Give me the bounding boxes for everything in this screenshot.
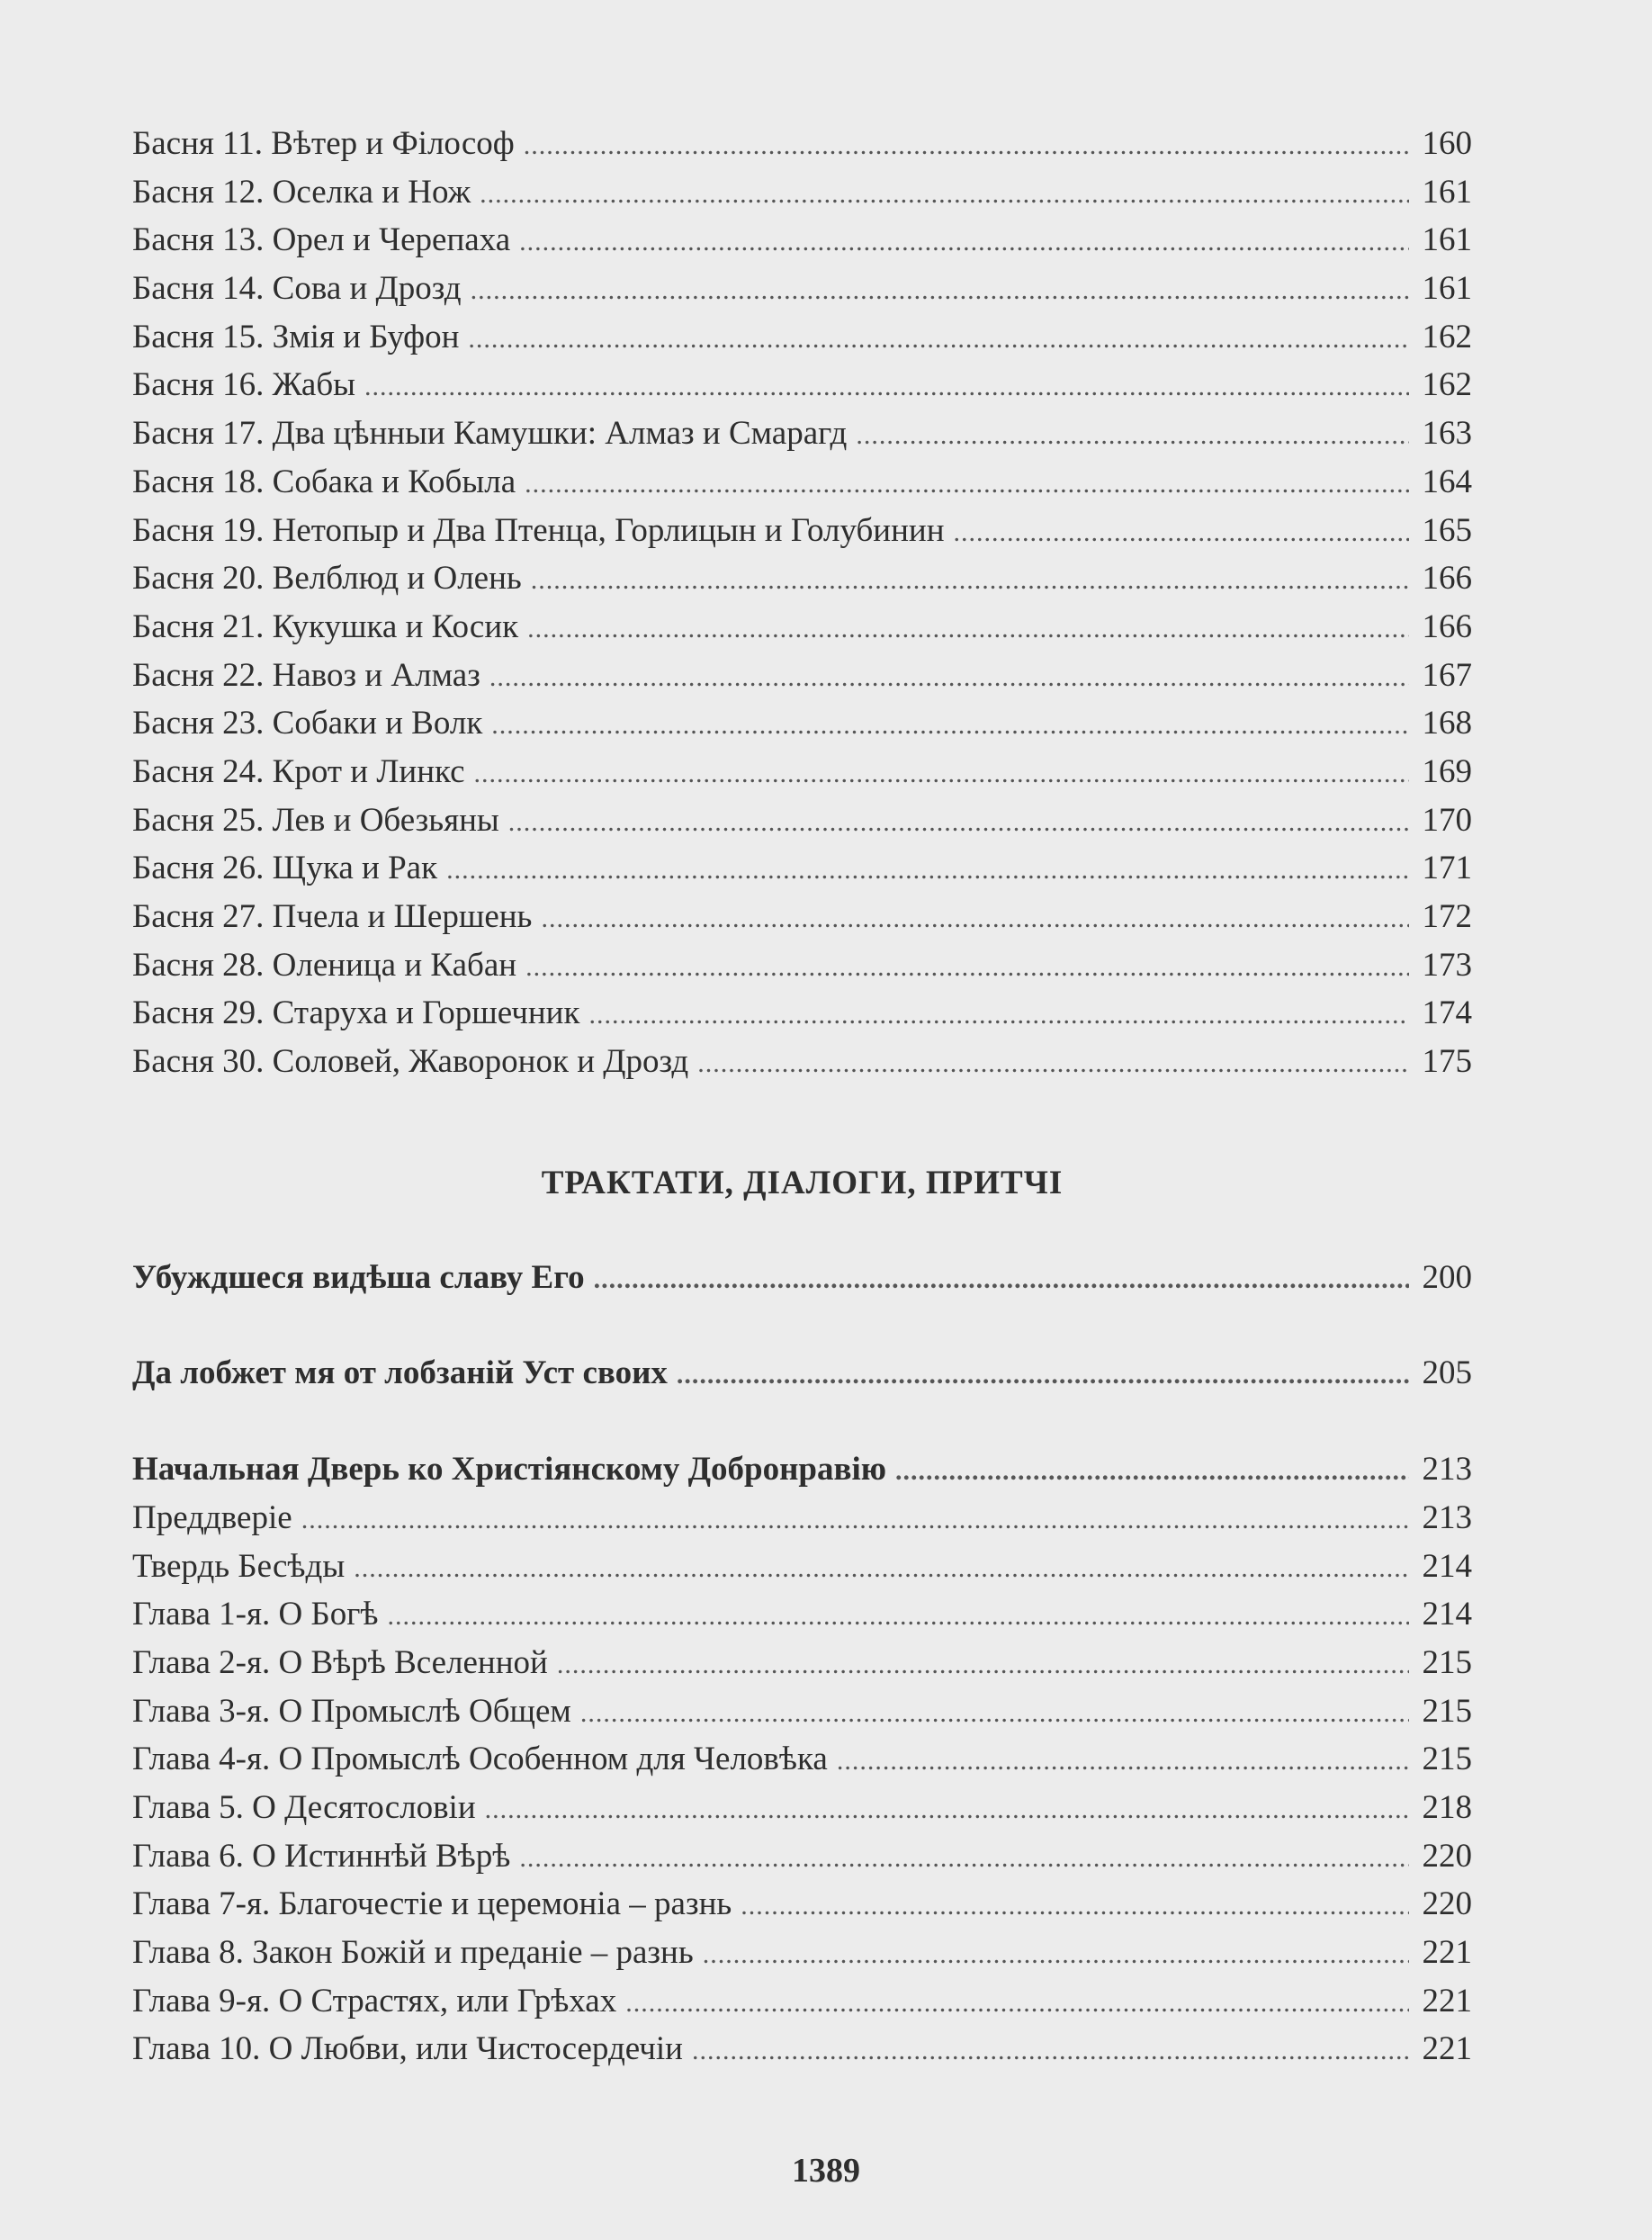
toc-entry-page: 175	[1422, 1043, 1472, 1081]
toc-entry-title: Преддверіе	[132, 1498, 292, 1536]
toc-entry-treatise	[132, 1445, 1472, 1494]
dot-leader	[625, 1979, 1409, 2028]
toc-entry-page: 162	[1422, 366, 1472, 404]
toc-entry-page: 164	[1422, 463, 1472, 500]
toc-entry	[132, 409, 1472, 458]
dot-leader	[468, 315, 1409, 364]
dot-leader	[519, 218, 1409, 266]
toc-entry-title: Басня 26. Щука и Рак	[132, 850, 438, 887]
toc-entry-page: 166	[1422, 560, 1472, 598]
toc-entry	[132, 216, 1472, 265]
dot-leader	[387, 1592, 1409, 1641]
toc-entry-title: Басня 20. Велблюд и Олень	[132, 560, 522, 598]
dot-leader	[491, 701, 1409, 750]
toc-entry-title: Глава 7-я. Благочестіе и церемоніа – разнь	[132, 1885, 732, 1923]
toc-entry-page: 213	[1422, 1498, 1472, 1536]
toc-entry-title: Басня 11. Вѣтер и Філософ	[132, 125, 515, 162]
toc-entry-page: 173	[1422, 946, 1472, 984]
dot-leader	[519, 1834, 1409, 1883]
toc-entry-title: Басня 17. Два цѣнныи Камушки: Алмаз и Смарагд	[132, 415, 848, 453]
dot-leader	[703, 1930, 1409, 1979]
toc-entry-treatise	[132, 1254, 1472, 1302]
toc-entry	[132, 1735, 1472, 1784]
toc-entry-title: Глава 1-я. О Богѣ	[132, 1596, 379, 1633]
toc-entry-page: 162	[1422, 318, 1472, 355]
dot-leader	[508, 798, 1409, 847]
toc-entry-page: 215	[1422, 1692, 1472, 1730]
dot-leader	[364, 363, 1409, 411]
dot-leader	[895, 1447, 1409, 1496]
toc-entry-title: Глава 10. О Любви, или Чистосердечіи	[132, 2030, 683, 2068]
dot-leader	[471, 266, 1409, 315]
toc-entry-title: Глава 4-я. О Промыслѣ Особенном для Человѣка	[132, 1741, 828, 1778]
toc-entry-page: 169	[1422, 752, 1472, 790]
toc-entry-title: Басня 14. Сова и Дрозд	[132, 270, 462, 308]
toc-entry-title: Начальная Дверь ко Христіянскому Добронравію	[132, 1451, 887, 1489]
toc-entry-treatise	[132, 1349, 1472, 1398]
toc-entry	[132, 796, 1472, 845]
toc-entry-title: Басня 28. Оленица и Кабан	[132, 946, 517, 984]
dot-leader	[541, 895, 1409, 943]
toc-entry-page: 160	[1422, 125, 1472, 162]
dot-leader	[354, 1544, 1409, 1593]
toc-entry-title: Глава 6. О Истиннѣй Вѣрѣ	[132, 1837, 511, 1875]
toc-entry-title: Басня 15. Змія и Буфон	[132, 318, 460, 355]
page-number: 1389	[792, 2152, 860, 2190]
dot-leader	[677, 1351, 1409, 1399]
toc-entry-title: Басня 16. Жабы	[132, 366, 355, 404]
dot-leader	[557, 1641, 1409, 1689]
toc-entry-page: 214	[1422, 1547, 1472, 1585]
toc-entry-page: 166	[1422, 607, 1472, 645]
toc-entry-title: Глава 3-я. О Промыслѣ Общем	[132, 1692, 571, 1730]
toc-entry-title: Басня 25. Лев и Обезьяны	[132, 801, 499, 839]
toc-entry	[132, 1880, 1472, 1929]
dot-leader	[697, 1039, 1409, 1088]
toc-entry	[132, 313, 1472, 362]
dot-leader	[525, 460, 1409, 508]
toc-entry	[132, 554, 1472, 603]
toc-entry	[132, 603, 1472, 652]
toc-entry-title: Глава 9-я. О Страстях, или Грѣхах	[132, 1982, 617, 2020]
toc-entry-title: Басня 27. Пчела и Шершень	[132, 898, 533, 935]
toc-entry-title: Басня 12. Оселка и Нож	[132, 173, 471, 211]
toc-entry	[132, 120, 1472, 168]
toc-entry-title: Басня 24. Крот и Линкс	[132, 752, 465, 790]
toc-entry	[132, 1832, 1472, 1881]
toc-entry-title: Басня 18. Собака и Кобыла	[132, 463, 516, 500]
toc-entry	[132, 699, 1472, 748]
toc-entry	[132, 1784, 1472, 1832]
toc-entry-title: Глава 2-я. О Вѣрѣ Вселенной	[132, 1643, 548, 1681]
toc-entry-page: 161	[1422, 270, 1472, 308]
toc-entry-title: Басня 19. Нетопыр и Два Птенца, Горлицын и Голубинин	[132, 511, 945, 549]
toc-entry-page: 167	[1422, 656, 1472, 694]
toc-entry-page: 161	[1422, 173, 1472, 211]
toc-entry-page: 163	[1422, 415, 1472, 453]
toc-entry-page: 205	[1422, 1354, 1472, 1392]
toc-entry-page: 170	[1422, 801, 1472, 839]
dot-leader	[954, 508, 1409, 557]
dot-leader	[527, 605, 1409, 653]
toc-entry-page: 174	[1422, 994, 1472, 1032]
treatise-list	[132, 1254, 1472, 2074]
toc-entry-page: 220	[1422, 1837, 1472, 1875]
dot-leader	[692, 2027, 1409, 2075]
toc-entry-title: Басня 21. Кукушка и Косик	[132, 607, 519, 645]
dot-leader	[588, 991, 1409, 1039]
toc-entry	[132, 361, 1472, 409]
toc-entry	[132, 1977, 1472, 2026]
toc-entry-title: Глава 5. О Десятословіи	[132, 1788, 476, 1826]
toc-entry-title: Твердь Бесѣды	[132, 1547, 346, 1585]
toc-entry-page: 221	[1422, 2030, 1472, 2068]
toc-entry	[132, 893, 1472, 941]
dot-leader	[474, 750, 1410, 798]
toc-entry	[132, 1929, 1472, 1977]
toc-entry	[132, 265, 1472, 313]
toc-entry-page: 172	[1422, 898, 1472, 935]
toc-entry-page: 215	[1422, 1741, 1472, 1778]
dot-leader	[525, 943, 1409, 992]
toc-entry-page: 161	[1422, 221, 1472, 259]
toc-entry-page: 220	[1422, 1885, 1472, 1923]
dot-leader	[741, 1882, 1409, 1930]
toc-entry	[132, 507, 1472, 555]
toc-entry-page: 213	[1422, 1451, 1472, 1489]
toc-entry-title: Басня 13. Орел и Черепаха	[132, 221, 511, 259]
toc-entry-page: 171	[1422, 850, 1472, 887]
toc-entry	[132, 1038, 1472, 1086]
toc-entry-title: Басня 30. Соловей, Жаворонок и Дрозд	[132, 1043, 689, 1081]
section-heading: ТРАКТАТИ, ДІАЛОГИ, ПРИТЧІ	[541, 1164, 1064, 1201]
toc-entry-page: 221	[1422, 1934, 1472, 1971]
toc-entry-title: Да лобжет мя от лобзаній Уст своих	[132, 1354, 668, 1392]
spacer	[132, 1398, 1472, 1445]
toc-entry	[132, 989, 1472, 1038]
toc-entry	[132, 941, 1472, 990]
dot-leader	[580, 1689, 1409, 1738]
toc-entry-title: Басня 22. Навоз и Алмаз	[132, 656, 480, 694]
toc-entry-page: 218	[1422, 1788, 1472, 1826]
dot-leader	[531, 556, 1409, 605]
toc-entry	[132, 1590, 1472, 1639]
toc-entry	[132, 652, 1472, 700]
dot-leader	[524, 121, 1409, 170]
dot-leader	[446, 846, 1409, 895]
toc-entry	[132, 1543, 1472, 1591]
toc-entry-page: 200	[1422, 1258, 1472, 1296]
toc-entry-page: 221	[1422, 1982, 1472, 2020]
toc-entry	[132, 1687, 1472, 1736]
toc-entry-title: Басня 29. Старуха и Горшечник	[132, 994, 580, 1032]
dot-leader	[480, 170, 1409, 219]
dot-leader	[856, 411, 1409, 460]
toc-entry	[132, 1494, 1472, 1543]
toc-entry-page: 214	[1422, 1596, 1472, 1633]
dot-leader	[594, 1255, 1409, 1304]
toc-entry	[132, 2025, 1472, 2074]
toc-entry	[132, 844, 1472, 893]
toc-entry-title: Убуждшеся видѣша славу Его	[132, 1258, 585, 1296]
toc-entry	[132, 458, 1472, 507]
toc-entry-page: 215	[1422, 1643, 1472, 1681]
spacer	[132, 1208, 1472, 1254]
toc-entry	[132, 1639, 1472, 1687]
toc-entry-title: Басня 23. Собаки и Волк	[132, 705, 483, 742]
toc-entry	[132, 168, 1472, 217]
fables-list	[132, 120, 1472, 1086]
dot-leader	[489, 653, 1409, 702]
toc-entry-page: 165	[1422, 511, 1472, 549]
toc-entry-page: 168	[1422, 705, 1472, 742]
dot-leader	[837, 1737, 1409, 1786]
toc-entry-title: Глава 8. Закон Божій и преданіе – разнь	[132, 1934, 694, 1971]
dot-leader	[301, 1496, 1409, 1544]
dot-leader	[485, 1786, 1409, 1834]
spacer	[132, 1301, 1472, 1349]
toc-entry	[132, 748, 1472, 796]
